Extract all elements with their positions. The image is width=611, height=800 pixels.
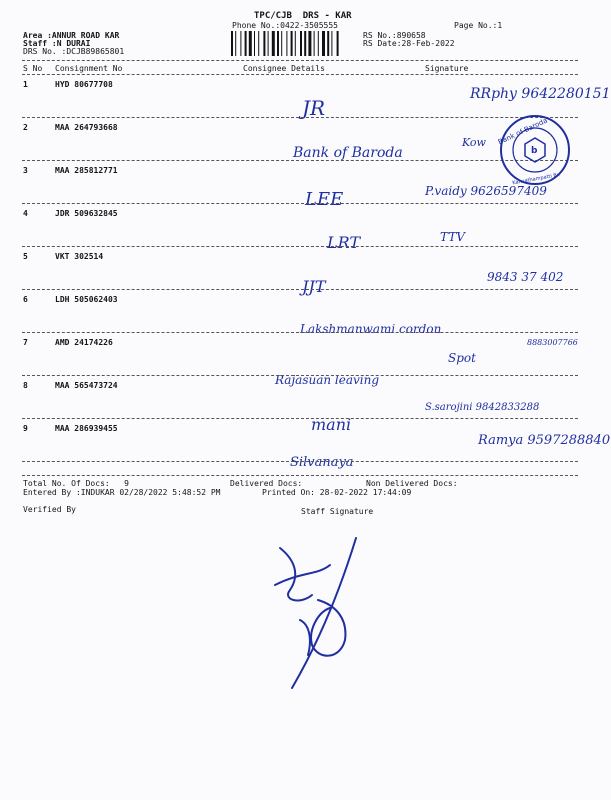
page-number: Page No.:1: [454, 21, 503, 30]
barcode-bar: [272, 31, 275, 56]
row-sno: 4: [23, 209, 28, 218]
drs-number: DRS No. :DCJB89865801: [23, 47, 125, 56]
row-signature-handwriting: Spot: [448, 351, 476, 365]
entered-by: Entered By :INDUKAR 02/28/2022 5:48:52 PM: [23, 488, 221, 497]
row-consignee-handwriting: JR: [302, 96, 326, 120]
col-consignee: Consignee Details: [243, 64, 325, 73]
row-divider: [22, 246, 578, 247]
row-divider: [22, 332, 578, 333]
row-sno: 8: [23, 381, 28, 390]
area-label: Area :ANNUR ROAD KAR: [23, 31, 120, 40]
row-signature-handwriting: TTV: [440, 230, 465, 244]
row-consignee-handwriting: mani: [311, 415, 352, 434]
row-divider: [22, 289, 578, 290]
barcode-bar: [291, 31, 293, 56]
barcode-bar: [268, 31, 269, 56]
row-sno: 2: [23, 123, 28, 132]
col-sno: S No: [23, 64, 43, 73]
barcode-bar: [245, 31, 247, 56]
barcode-bar: [240, 31, 241, 56]
row-consignee-handwriting: Rajasuan leaving: [275, 373, 380, 387]
row-consignee-handwriting: Silvanaya: [290, 455, 354, 470]
barcode-bar: [300, 31, 302, 56]
row-consignment: MAA 286939455: [55, 424, 118, 433]
row-divider: [22, 461, 578, 462]
stamp-text-top: Bank of Baroda: [496, 116, 549, 147]
col-signature: Signature: [425, 64, 469, 73]
non-delivered-docs: Non Delivered Docs:: [366, 479, 458, 488]
barcode-bar: [331, 31, 332, 56]
row-divider: [22, 160, 578, 161]
row-sno: 9: [23, 424, 28, 433]
barcode-bar: [322, 31, 325, 56]
row-consignment: JDR 509632845: [55, 209, 118, 218]
barcode-bar: [281, 31, 282, 56]
barcode-bar: [304, 31, 306, 56]
row-consignee-handwriting: LEE: [305, 189, 344, 210]
row-consignment: LDH 505062403: [55, 295, 118, 304]
barcode-bar: [327, 31, 329, 56]
verified-by: Verified By: [23, 505, 76, 514]
row-consignment: AMD 24174226: [55, 338, 113, 347]
row-signature-handwriting: Kow: [462, 136, 486, 149]
barcode-bar: [249, 31, 252, 56]
divider: [22, 475, 578, 476]
divider: [22, 60, 578, 61]
row-signature-handwriting: 8883007766: [527, 338, 578, 347]
row-signature-handwriting: RRphy 9642280151: [470, 86, 611, 102]
row-signature-handwriting: 9843 37 402: [487, 270, 564, 284]
barcode-bar: [308, 31, 311, 56]
row-divider: [22, 418, 578, 419]
row-signature-handwriting: P.vaidy 9626597409: [425, 184, 547, 198]
row-consignment: MAA 285812771: [55, 166, 118, 175]
barcode-bar: [318, 31, 319, 56]
stamp-text-bottom: Kanvathampatti Br.: [511, 172, 561, 187]
row-sno: 1: [23, 80, 28, 89]
row-consignment: VKT 302514: [55, 252, 104, 261]
staff-label: Staff :N DURAI: [23, 39, 91, 48]
printed-on: Printed On: 28-02-2022 17:44:09: [262, 488, 412, 497]
row-consignment: HYD 80677708: [55, 80, 113, 89]
svg-text:b: b: [531, 146, 538, 156]
row-consignment: MAA 565473724: [55, 381, 118, 390]
barcode-bar: [254, 31, 255, 56]
row-divider: [22, 117, 578, 118]
staff-signature-label: Staff Signature: [301, 507, 374, 516]
row-consignee-handwriting: JJT: [302, 277, 326, 296]
barcode-bar: [337, 31, 339, 56]
row-consignment: MAA 264793668: [55, 123, 118, 132]
barcode-bar: [231, 31, 233, 56]
row-consignee-handwriting: LRT: [327, 233, 361, 252]
row-sno: 6: [23, 295, 28, 304]
total-docs: Total No. Of Docs: 9: [23, 479, 129, 488]
document-title: TPC/CJB DRS - KAR: [254, 11, 352, 21]
barcode-bar: [277, 31, 279, 56]
col-consignment: Consignment No: [55, 64, 123, 73]
bank-stamp: [497, 116, 569, 186]
row-divider: [22, 375, 578, 376]
row-signature-handwriting: S.sarojini 9842833288: [425, 402, 540, 413]
row-divider: [22, 203, 578, 204]
row-consignee-handwriting: Bank of Baroda: [293, 145, 403, 161]
rs-number: RS No.:890658: [363, 31, 426, 40]
staff-signature-scribble: [275, 538, 356, 688]
barcode-bar: [258, 31, 259, 56]
barcode-bar: [263, 31, 265, 56]
row-signature-handwriting: Ramya 9597288840: [478, 433, 611, 448]
barcode-bar: [314, 31, 315, 56]
barcode-bar: [235, 31, 236, 56]
rs-date: RS Date:28-Feb-2022: [363, 39, 455, 48]
row-consignee-handwriting: Lakshmanwami cordon: [300, 322, 442, 336]
delivered-docs: Delivered Docs:: [230, 479, 303, 488]
barcode: [231, 31, 339, 56]
row-sno: 3: [23, 166, 28, 175]
row-sno: 5: [23, 252, 28, 261]
divider: [22, 74, 578, 75]
barcode-bar: [286, 31, 287, 56]
row-sno: 7: [23, 338, 28, 347]
phone-number: Phone No.:0422-3505555: [232, 21, 338, 30]
barcode-bar: [295, 31, 296, 56]
